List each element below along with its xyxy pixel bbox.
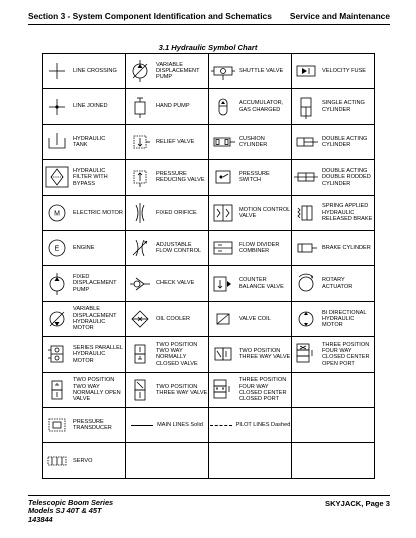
symbol-entry	[292, 337, 374, 371]
symbol-name: ENGINE	[73, 245, 95, 252]
filter-bypass-icon	[43, 165, 71, 189]
symbol-entry	[209, 302, 291, 336]
brake-cylinder-icon	[292, 236, 320, 260]
symbol-label	[320, 277, 374, 290]
symbol-cell	[43, 231, 126, 266]
symbol-name: TWO POSITION THREE WAY VALVE	[156, 383, 208, 396]
symbol-label	[320, 100, 374, 113]
symbol-entry	[126, 54, 208, 88]
symbol-name: DOUBLE ACTING DOUBLE RODDED CYLINDER	[322, 167, 371, 187]
symbol-name: TWO POSITION TWO WAY NORMALLY CLOSED VALVE	[156, 341, 198, 367]
fixed-pump-icon	[43, 272, 71, 296]
symbol-entry	[292, 266, 374, 300]
symbol-cell	[126, 195, 209, 230]
line-legend-label: PILOT LINES Dashed	[235, 422, 291, 429]
page-footer	[28, 495, 390, 524]
symbol-label	[154, 103, 190, 109]
symbol-cell	[43, 266, 126, 301]
symbol-name: THREE POSITION FOUR WAY CLOSED CENTER OPEN PORT	[322, 341, 370, 367]
symbol-label	[237, 68, 283, 74]
line-crossing-icon	[43, 59, 71, 83]
symbol-cell	[209, 195, 292, 230]
two-way-no-valve-icon	[43, 378, 71, 402]
symbol-cell	[126, 443, 209, 479]
symbol-label	[71, 419, 125, 432]
symbol-entry	[292, 231, 374, 265]
shuttle-valve-icon	[209, 59, 237, 83]
symbol-name: PRESSURE SWITCH	[239, 171, 270, 184]
symbol-cell	[126, 231, 209, 266]
footer-page: SKYJACK, Page 3	[325, 499, 390, 508]
symbol-entry	[209, 337, 291, 371]
symbol-label	[71, 306, 125, 331]
symbol-row	[43, 160, 375, 195]
double-rodded-cylinder-icon	[292, 165, 320, 189]
symbol-cell	[209, 89, 292, 124]
symbol-cell	[292, 231, 375, 266]
symbol-label	[237, 100, 291, 113]
symbol-name: LINE CROSSING	[73, 68, 117, 75]
symbol-cell	[43, 337, 126, 372]
symbol-entry	[126, 196, 208, 230]
symbol-label	[237, 171, 291, 184]
adjustable-flow-control-icon	[126, 236, 154, 260]
four-way-closed-port-icon	[209, 378, 237, 402]
motion-control-valve-icon	[209, 201, 237, 225]
four-way-open-port-icon	[292, 342, 320, 366]
symbol-cell	[43, 160, 126, 195]
symbol-label	[154, 62, 208, 81]
symbol-cell	[292, 372, 375, 407]
symbol-cell	[126, 337, 209, 372]
servo-icon	[43, 449, 71, 473]
symbol-entry	[43, 337, 125, 371]
symbol-cell	[292, 266, 375, 301]
symbol-label	[71, 103, 108, 109]
symbol-name: LINE JOINED	[73, 103, 108, 110]
symbol-label	[237, 242, 291, 255]
symbol-name: DOUBLE ACTING CYLINDER	[322, 135, 368, 149]
velocity-fuse-icon	[292, 59, 320, 83]
symbol-name: ADJUSTABLE FLOW CONTROL	[156, 241, 202, 255]
three-way-valve-2-icon	[126, 378, 154, 402]
symbol-entry	[126, 302, 208, 336]
symbol-name: FIXED ORIFICE	[156, 209, 197, 216]
symbol-cell	[209, 54, 292, 89]
bidirectional-motor-icon	[292, 307, 320, 331]
symbol-cell	[43, 408, 126, 443]
symbol-entry	[292, 160, 374, 194]
symbol-entry	[292, 54, 374, 88]
symbol-row	[43, 124, 375, 159]
symbol-entry	[209, 266, 291, 300]
symbol-cell	[292, 124, 375, 159]
symbol-cell	[209, 231, 292, 266]
symbol-cell	[126, 408, 209, 443]
symbol-name: PRESSURE TRANSDUCER	[73, 418, 112, 432]
symbol-cell	[43, 301, 126, 336]
symbol-entry	[209, 54, 291, 88]
symbol-row	[43, 54, 375, 89]
symbol-cell	[292, 443, 375, 479]
symbol-cell	[209, 160, 292, 195]
rotary-actuator-icon	[292, 272, 320, 296]
symbol-cell	[43, 124, 126, 159]
symbol-row	[43, 266, 375, 301]
symbol-cell	[126, 160, 209, 195]
symbol-label	[237, 207, 291, 220]
symbol-cell	[126, 301, 209, 336]
symbol-name: VARIABLE DISPLACEMENT HYDRAULIC MOTOR	[73, 306, 117, 332]
symbol-cell	[43, 372, 126, 407]
symbol-name: FIXED DISPLACEMENT PUMP	[73, 274, 117, 293]
symbol-label	[237, 316, 271, 322]
symbol-sublabel: TANK	[73, 142, 88, 149]
symbol-name: RELIEF VALVE	[156, 138, 195, 145]
symbol-label	[71, 68, 117, 74]
symbol-cell	[43, 89, 126, 124]
symbol-entry	[43, 125, 125, 159]
symbol-cell	[292, 408, 375, 443]
symbol-name: SERVO	[73, 457, 93, 464]
single-acting-cylinder-icon	[292, 95, 320, 119]
symbol-name: CUSHION CYLINDER	[239, 135, 268, 149]
symbol-cell	[209, 266, 292, 301]
symbol-name: VALVE COIL	[239, 315, 271, 322]
pilot-lines-legend	[209, 408, 291, 442]
fixed-orifice-icon	[126, 201, 154, 225]
symbol-cell	[126, 372, 209, 407]
footer-models: Models SJ 40T & 45T	[28, 506, 102, 516]
spring-brake-icon	[292, 201, 320, 225]
main-lines-legend	[126, 408, 208, 442]
symbol-cell	[292, 54, 375, 89]
pressure-reducing-valve-icon	[126, 165, 154, 189]
symbol-cell	[43, 54, 126, 89]
symbol-entry	[43, 373, 125, 407]
relief-valve-icon	[126, 130, 154, 154]
symbol-label	[154, 171, 208, 184]
symbol-name: SINGLE ACTING CYLINDER	[322, 100, 365, 113]
symbol-name: PRESSURE REDUCING VALVE	[156, 171, 205, 184]
symbol-name: SPRING APPLIED HYDRAULIC RELEASED BRAKE	[322, 203, 373, 222]
symbol-label	[71, 245, 94, 251]
symbol-entry	[126, 337, 208, 371]
symbol-entry	[126, 160, 208, 194]
hydraulic-tank-icon	[43, 130, 71, 154]
symbol-entry	[292, 89, 374, 123]
symbol-entry	[209, 125, 291, 159]
symbol-label	[154, 210, 197, 216]
symbol-name: SERIES PARALLEL HYDRAULIC MOTOR	[73, 345, 123, 364]
line-joined-icon	[43, 95, 71, 119]
line-legend-label: MAIN LINES Solid	[157, 422, 203, 429]
symbol-row	[43, 89, 375, 124]
variable-pump-icon	[126, 59, 154, 83]
cushion-cylinder-icon	[209, 130, 237, 154]
page-header	[28, 6, 390, 25]
flow-divider-icon	[209, 236, 237, 260]
three-way-valve-icon	[209, 342, 237, 366]
pressure-transducer-icon	[43, 413, 71, 437]
series-parallel-motor-icon	[43, 342, 71, 366]
symbol-label	[154, 316, 190, 322]
symbol-cell	[126, 124, 209, 159]
solid-line-sample	[131, 425, 153, 426]
two-way-nc-valve-icon	[126, 342, 154, 366]
symbol-entry	[43, 302, 125, 336]
symbol-cell	[43, 443, 126, 479]
symbol-entry	[126, 266, 208, 300]
symbol-row	[43, 408, 375, 443]
symbol-label	[237, 136, 291, 149]
symbol-cell	[292, 160, 375, 195]
symbol-name: FLOW DIVIDER COMBINER	[239, 241, 280, 255]
symbol-label	[154, 139, 194, 145]
symbol-entry	[209, 196, 291, 230]
symbol-entry	[126, 373, 208, 407]
symbol-row	[43, 337, 375, 372]
check-valve-icon	[126, 272, 154, 296]
chart-title: 3.1 Hydraulic Symbol Chart	[158, 43, 258, 52]
symbol-cell	[292, 195, 375, 230]
dashed-line-sample	[210, 425, 232, 426]
symbol-cell	[209, 372, 292, 407]
symbol-cell	[126, 266, 209, 301]
symbol-label	[320, 136, 374, 149]
symbol-entry	[43, 89, 125, 123]
symbol-name: ELECTRIC MOTOR	[73, 209, 123, 216]
symbol-cell	[292, 301, 375, 336]
symbol-entry	[209, 89, 291, 123]
symbol-name: HYDRAULIC FILTER WITH BYPASS	[73, 167, 108, 187]
symbol-entry	[43, 231, 125, 265]
section-title: Section 3 - System Component Identification and Schematics	[28, 11, 272, 21]
symbol-entry	[209, 231, 291, 265]
symbol-cell	[209, 408, 292, 443]
symbol-cell	[292, 337, 375, 372]
symbol-label	[71, 377, 125, 402]
symbol-label	[320, 342, 374, 367]
symbol-name: BI DIRECTIONAL HYDRAULIC MOTOR	[322, 309, 367, 329]
footer-docnum: 143844	[28, 514, 53, 524]
symbol-entry	[43, 443, 125, 478]
symbol-label	[71, 210, 123, 216]
symbol-label	[71, 458, 92, 464]
symbol-label	[154, 384, 208, 397]
symbol-label	[154, 342, 208, 367]
symbol-label	[71, 274, 125, 293]
symbol-label	[154, 280, 194, 286]
symbol-entry	[126, 125, 208, 159]
symbol-cell	[209, 443, 292, 479]
symbol-cell	[209, 124, 292, 159]
electric-motor-icon	[43, 201, 71, 225]
symbol-entry	[209, 160, 291, 194]
engine-icon	[43, 236, 71, 260]
symbol-entry	[43, 54, 125, 88]
symbol-name: HYDRAULIC	[73, 135, 106, 142]
symbol-entry	[292, 125, 374, 159]
variable-motor-icon	[43, 307, 71, 331]
symbol-label	[71, 136, 105, 149]
footer-series: Telescopic Boom Series	[28, 498, 114, 507]
symbol-name: MOTION CONTROL VALVE	[239, 206, 291, 219]
symbol-entry	[43, 160, 125, 194]
double-acting-cylinder-icon	[292, 130, 320, 154]
symbol-label	[320, 245, 371, 251]
symbol-name: VELOCITY FUSE	[322, 68, 367, 75]
symbol-label	[237, 377, 291, 402]
symbol-cell	[292, 89, 375, 124]
symbol-name: BRAKE CYLINDER	[322, 245, 371, 252]
symbol-label	[237, 277, 291, 290]
symbol-name: ROTARY ACTUATOR	[322, 277, 353, 290]
symbol-label	[320, 310, 374, 329]
symbol-name: TWO POSITION THREE WAY VALVE	[239, 348, 291, 361]
svg-text:E: E	[54, 245, 60, 253]
symbol-label	[320, 168, 374, 187]
symbol-name: TWO POSITION TWO WAY NORMALLY OPEN VALVE	[73, 377, 121, 403]
symbol-label	[237, 348, 291, 361]
symbol-name: CHECK VALVE	[156, 280, 195, 287]
symbol-entry	[209, 373, 291, 407]
accumulator-icon	[209, 95, 237, 119]
symbol-name: OIL COOLER	[156, 315, 190, 322]
symbol-entry	[126, 89, 208, 123]
symbol-cell	[126, 54, 209, 89]
symbol-label	[320, 68, 366, 74]
symbol-name: SHUTTLE VALVE	[239, 68, 284, 75]
oil-cooler-icon	[126, 307, 154, 331]
symbol-label	[71, 168, 125, 187]
symbol-row	[43, 231, 375, 266]
symbol-name: VARIABLE DISPLACEMENT PUMP	[156, 61, 200, 81]
symbol-entry	[126, 231, 208, 265]
symbol-entry	[43, 266, 125, 300]
pressure-switch-icon	[209, 165, 237, 189]
symbol-row	[43, 372, 375, 407]
symbol-entry	[292, 302, 374, 336]
symbol-name: HAND PUMP	[156, 103, 190, 110]
symbol-label	[71, 345, 125, 364]
symbol-row	[43, 195, 375, 230]
symbol-cell	[43, 195, 126, 230]
symbol-cell	[209, 301, 292, 336]
symbol-name: THREE POSITION FOUR WAY CLOSED CENTER CLOSED PORT	[239, 377, 287, 403]
symbol-cell	[209, 337, 292, 372]
symbol-row	[43, 301, 375, 336]
counter-balance-valve-icon	[209, 272, 237, 296]
symbol-entry	[43, 408, 125, 442]
hand-pump-icon	[126, 95, 154, 119]
symbol-label	[320, 203, 374, 222]
header-right: Service and Maintenance	[289, 11, 390, 21]
symbol-name: COUNTER BALANCE VALVE	[239, 277, 284, 290]
symbol-entry	[43, 196, 125, 230]
valve-coil-icon	[209, 307, 237, 331]
svg-text:M: M	[54, 210, 60, 218]
symbol-label	[154, 242, 208, 255]
symbol-entry	[292, 196, 374, 230]
symbol-cell	[126, 89, 209, 124]
symbol-name: ACCUMULATOR, GAS CHARGED	[239, 100, 284, 113]
symbol-table	[42, 53, 375, 479]
symbol-row	[43, 443, 375, 479]
